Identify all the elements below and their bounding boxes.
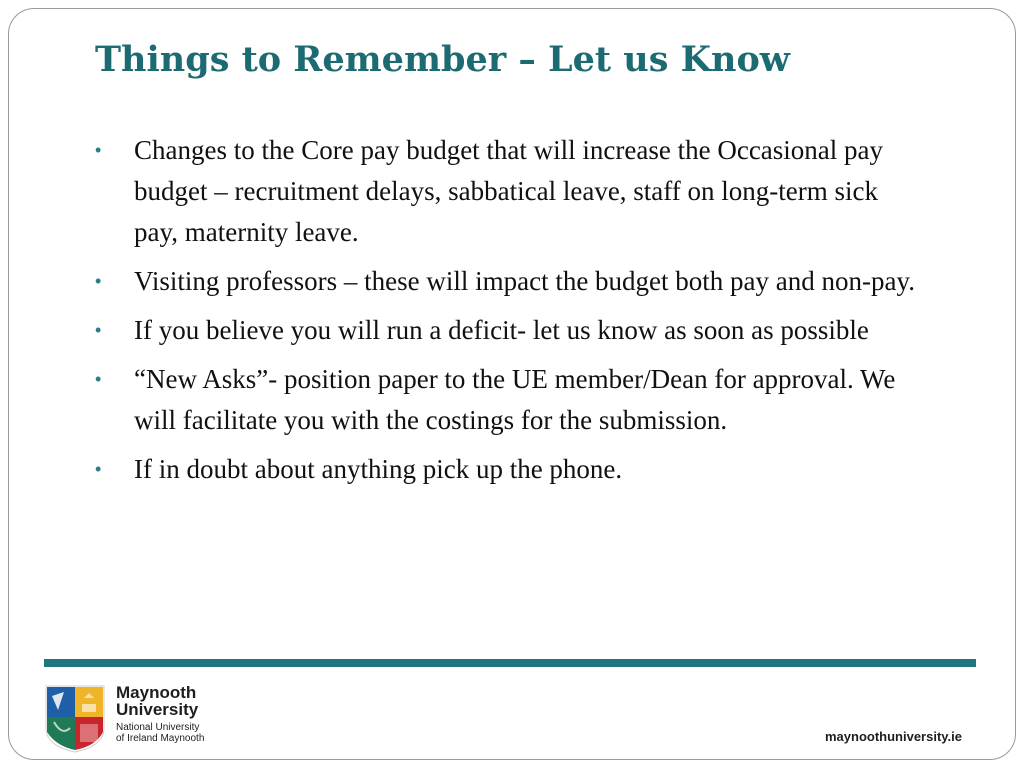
crest-icon — [44, 684, 106, 754]
bullet-icon: • — [95, 459, 102, 479]
bullet-icon: • — [95, 271, 102, 291]
bullet-icon: • — [95, 320, 102, 340]
university-logo — [44, 684, 214, 756]
bullet-text: “New Asks”- position paper to the UE member/Dean for approval. We will facilitate you with the costings for the submission. — [134, 364, 896, 435]
bullet-icon: • — [95, 140, 102, 160]
bullet-item — [95, 359, 925, 441]
website-link[interactable]: maynoothuniversity.ie — [824, 729, 962, 744]
logo-subtitle: National University of Ireland Maynooth — [116, 722, 205, 744]
bullet-text: If you believe you will run a deficit- let us know as soon as possible — [134, 315, 869, 345]
bullet-item — [95, 310, 925, 351]
bullet-item — [95, 261, 925, 302]
bullet-text: Visiting professors – these will impact the budget both pay and non-pay. — [134, 266, 915, 296]
bullet-text: If in doubt about anything pick up the phone. — [134, 454, 623, 484]
slide-title: Things to Remember – Let us Know — [95, 39, 790, 80]
logo-name: Maynooth University — [116, 683, 199, 719]
bullet-list — [95, 130, 925, 498]
footer-divider — [44, 659, 976, 667]
bullet-item — [95, 449, 925, 490]
bullet-item — [95, 130, 925, 253]
bullet-icon: • — [95, 369, 102, 389]
bullet-text: Changes to the Core pay budget that will increase the Occasional pay budget – recruitment delays, sabbatical leave, staff on long-term sick pay, maternity leave. — [134, 135, 884, 247]
